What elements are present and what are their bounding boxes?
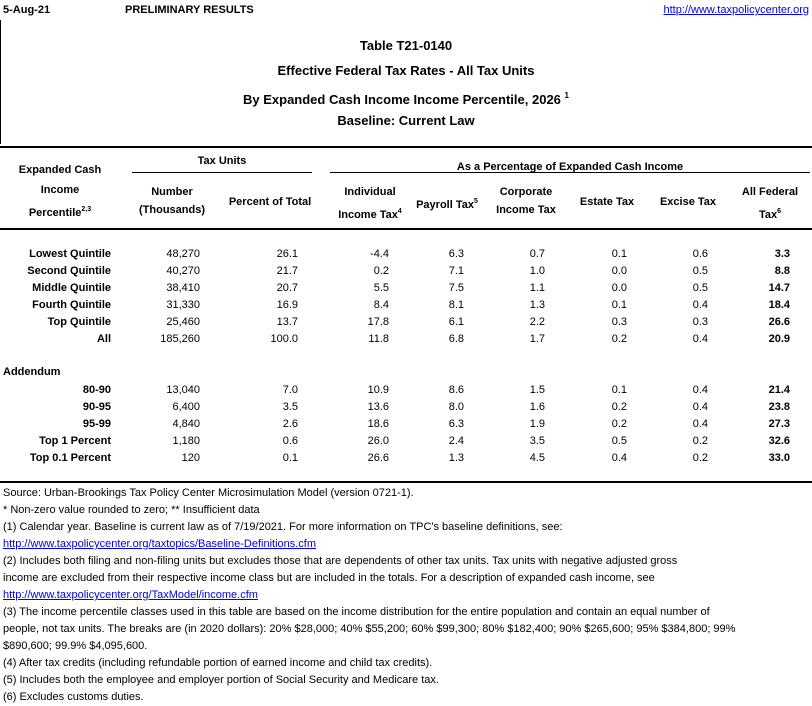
cell-percent: 2.6 (282, 418, 298, 430)
report-date: 5-Aug-21 (3, 4, 51, 16)
cell-number: 38,410 (166, 282, 200, 294)
cell-number: 120 (181, 452, 200, 464)
cell-percent: 13.7 (276, 316, 298, 328)
cell-all: 18.4 (768, 299, 790, 311)
cell-payroll: 6.1 (448, 316, 464, 328)
cell-estate: 0.2 (611, 401, 627, 413)
header-individual: Individual Income Tax$^4$ (338, 186, 402, 221)
table-bottom-rule (0, 481, 812, 483)
cell-individual: 13.6 (367, 401, 389, 413)
cell-percent: 7.0 (282, 384, 298, 396)
cell-individual: 18.6 (367, 418, 389, 430)
title-line-1: Effective Federal Tax Rates - All Tax Units (277, 63, 535, 78)
header-bottom-rule (0, 228, 812, 230)
source-note: Source: Urban-Brookings Tax Policy Center Microsimulation Model (version 0721-1). (3, 487, 414, 499)
footnotes (3, 485, 811, 706)
top-bar (0, 0, 812, 20)
cell-all: 14.7 (768, 282, 790, 294)
table-row (0, 314, 812, 331)
cell-estate: 0.3 (611, 316, 627, 328)
cell-payroll: 7.5 (448, 282, 464, 294)
row-label: Second Quintile (27, 265, 111, 277)
cell-individual: 11.8 (368, 333, 389, 345)
cell-all: 8.8 (774, 265, 790, 277)
status-label: PRELIMINARY RESULTS (125, 4, 254, 16)
cell-excise: 0.4 (692, 333, 708, 345)
cell-corporate: 2.2 (529, 316, 545, 328)
header-tax-units: Tax Units (197, 155, 247, 167)
cell-estate: 0.1 (611, 248, 627, 260)
note-2a: (2) Includes both filing and non-filing units but excludes those that are dependents of other tax units. Tax units with negative adjusted gross (3, 555, 678, 567)
header-number: Number (Thousands) (139, 186, 205, 216)
row-label: Top 1 Percent (39, 435, 111, 447)
note-2b: income are excluded from their respective income class but are included in the totals. For a description of expanded cash income, see (3, 572, 655, 584)
cell-excise: 0.4 (692, 401, 708, 413)
cell-payroll: 1.3 (448, 452, 464, 464)
tpc-website-link[interactable]: http://www.taxpolicycenter.org (663, 4, 809, 16)
cell-payroll: 8.1 (448, 299, 464, 311)
cell-excise: 0.4 (692, 299, 708, 311)
cell-individual: 26.6 (367, 452, 389, 464)
table-row (0, 433, 812, 450)
cell-estate: 0.5 (611, 435, 627, 447)
note-4: (4) After tax credits (including refundable portion of earned income and child tax credits). (3, 657, 433, 669)
cell-percent: 20.7 (276, 282, 298, 294)
row-label: 80-90 (82, 384, 111, 396)
cell-percent: 0.6 (282, 435, 298, 447)
cell-excise: 0.4 (692, 418, 708, 430)
cell-corporate: 1.9 (529, 418, 545, 430)
cell-percent: 26.1 (276, 248, 298, 260)
header-pct-expanded: As a Percentage of Expanded Cash Income (456, 161, 684, 173)
cell-payroll: 6.3 (448, 418, 464, 430)
cell-excise: 0.2 (692, 452, 708, 464)
cell-excise: 0.5 (692, 265, 708, 277)
header-excise: Excise Tax (659, 196, 717, 208)
cell-estate: 0.1 (611, 299, 627, 311)
note-3c: $890,600; 99.9% $4,095,600. (3, 640, 148, 652)
cell-corporate: 1.7 (529, 333, 545, 345)
table-row (0, 450, 812, 467)
note-6: (6) Excludes customs duties. (3, 691, 144, 703)
cell-individual: 5.5 (373, 282, 389, 294)
cell-individual: 26.0 (367, 435, 389, 447)
row-label: Lowest Quintile (29, 248, 111, 260)
cell-number: 31,330 (166, 299, 200, 311)
header-percent-total: Percent of Total (228, 196, 312, 208)
nonzero-note: * Non-zero value rounded to zero; ** Insufficient data (3, 504, 260, 516)
row-label: 90-95 (82, 401, 111, 413)
header-corporate: Corporate Income Tax (496, 186, 556, 216)
cell-corporate: 1.1 (529, 282, 545, 294)
cell-all: 23.8 (768, 401, 790, 413)
cell-all: 27.3 (768, 418, 790, 430)
header-all-federal: All Federal Tax$^6$ (741, 186, 799, 221)
row-label: All (96, 333, 111, 345)
income-definition-link[interactable]: http://www.taxpolicycenter.org/TaxModel/income.cfm (3, 589, 258, 601)
cell-payroll: 6.8 (448, 333, 464, 345)
cell-estate: 0.1 (611, 384, 627, 396)
row-label: Top 0.1 Percent (29, 452, 111, 464)
cell-individual: -4.4 (370, 248, 389, 260)
table-row (0, 382, 812, 399)
cell-number: 185,260 (160, 333, 200, 345)
cell-estate: 0.2 (611, 418, 627, 430)
cell-number: 6,400 (172, 401, 200, 413)
cell-estate: 0.2 (611, 333, 627, 345)
cell-payroll: 2.4 (448, 435, 464, 447)
cell-all: 20.9 (768, 333, 790, 345)
cell-all: 26.6 (768, 316, 790, 328)
cell-excise: 0.5 (692, 282, 708, 294)
cell-number: 40,270 (166, 265, 200, 277)
cell-payroll: 8.0 (448, 401, 464, 413)
row-label: Top Quintile (47, 316, 111, 328)
cell-estate: 0.4 (611, 452, 627, 464)
cell-percent: 16.9 (276, 299, 298, 311)
table-row (0, 416, 812, 433)
baseline-definitions-link[interactable]: http://www.taxpolicycenter.org/taxtopics/Baseline-Definitions.cfm (3, 538, 317, 550)
cell-excise: 0.4 (692, 384, 708, 396)
tax-units-underline (132, 172, 312, 173)
cell-individual: 0.2 (373, 265, 389, 277)
table-row (0, 331, 812, 348)
row-label: Fourth Quintile (32, 299, 111, 311)
note-5: (5) Includes both the employee and employer portion of Social Security and Medicare tax. (3, 674, 439, 686)
header-estate: Estate Tax (579, 196, 635, 208)
cell-individual: 10.9 (367, 384, 389, 396)
cell-individual: 8.4 (373, 299, 389, 311)
table-row (0, 399, 812, 416)
cell-estate: 0.0 (611, 265, 627, 277)
row-label: 95-99 (82, 418, 111, 430)
cell-excise: 0.2 (692, 435, 708, 447)
cell-all: 32.6 (768, 435, 790, 447)
table-row (0, 297, 812, 314)
header-payroll: Payroll Tax$^5$ (416, 198, 478, 211)
cell-all: 33.0 (768, 452, 790, 464)
note-3a: (3) The income percentile classes used in this table are based on the income distribution for the entire population and contain an equal number of (3, 606, 710, 618)
table-row (0, 246, 812, 263)
cell-number: 1,180 (172, 435, 200, 447)
cell-individual: 17.8 (367, 316, 389, 328)
cell-percent: 3.5 (282, 401, 298, 413)
note-1: (1) Calendar year. Baseline is current law as of 7/19/2021. For more information on TPC's baseline definitions, see: (3, 521, 563, 533)
cell-percent: 0.1 (282, 452, 298, 464)
cell-number: 25,460 (166, 316, 200, 328)
cell-payroll: 6.3 (448, 248, 464, 260)
addendum-label: Addendum (3, 366, 61, 378)
cell-number: 4,840 (172, 418, 200, 430)
cell-corporate: 1.5 (529, 384, 545, 396)
cell-corporate: 4.5 (529, 452, 545, 464)
cell-all: 3.3 (774, 248, 790, 260)
cell-payroll: 8.6 (448, 384, 464, 396)
cell-corporate: 1.3 (529, 299, 545, 311)
cell-estate: 0.0 (611, 282, 627, 294)
note-3b: people, not tax units. The breaks are (in 2020 dollars): 20% $28,000; 40% $55,200; 60% $99,300; 80% $182,400; 90% $265,600; 95% $384,800; 99% (3, 623, 736, 635)
cell-corporate: 1.6 (529, 401, 545, 413)
table-id: Table T21-0140 (359, 38, 453, 53)
table-row (0, 280, 812, 297)
table-title-block (0, 36, 812, 136)
cell-all: 21.4 (768, 384, 790, 396)
header-percentile: Expanded Cash Income Percentile$^{2,3}$ (18, 164, 102, 219)
cell-excise: 0.3 (692, 316, 708, 328)
cell-excise: 0.6 (692, 248, 708, 260)
title-line-3: Baseline: Current Law (337, 113, 475, 128)
cell-number: 48,270 (166, 248, 200, 260)
cell-number: 13,040 (166, 384, 200, 396)
row-label: Middle Quintile (32, 282, 111, 294)
cell-corporate: 3.5 (529, 435, 545, 447)
title-line-2: By Expanded Cash Income Income Percentile, 2026 $^1$ (243, 91, 569, 107)
cell-corporate: 1.0 (529, 265, 545, 277)
cell-percent: 21.7 (276, 265, 298, 277)
cell-corporate: 0.7 (529, 248, 545, 260)
header-top-rule (0, 146, 812, 148)
cell-payroll: 7.1 (448, 265, 464, 277)
table-row (0, 263, 812, 280)
cell-percent: 100.0 (270, 333, 298, 345)
